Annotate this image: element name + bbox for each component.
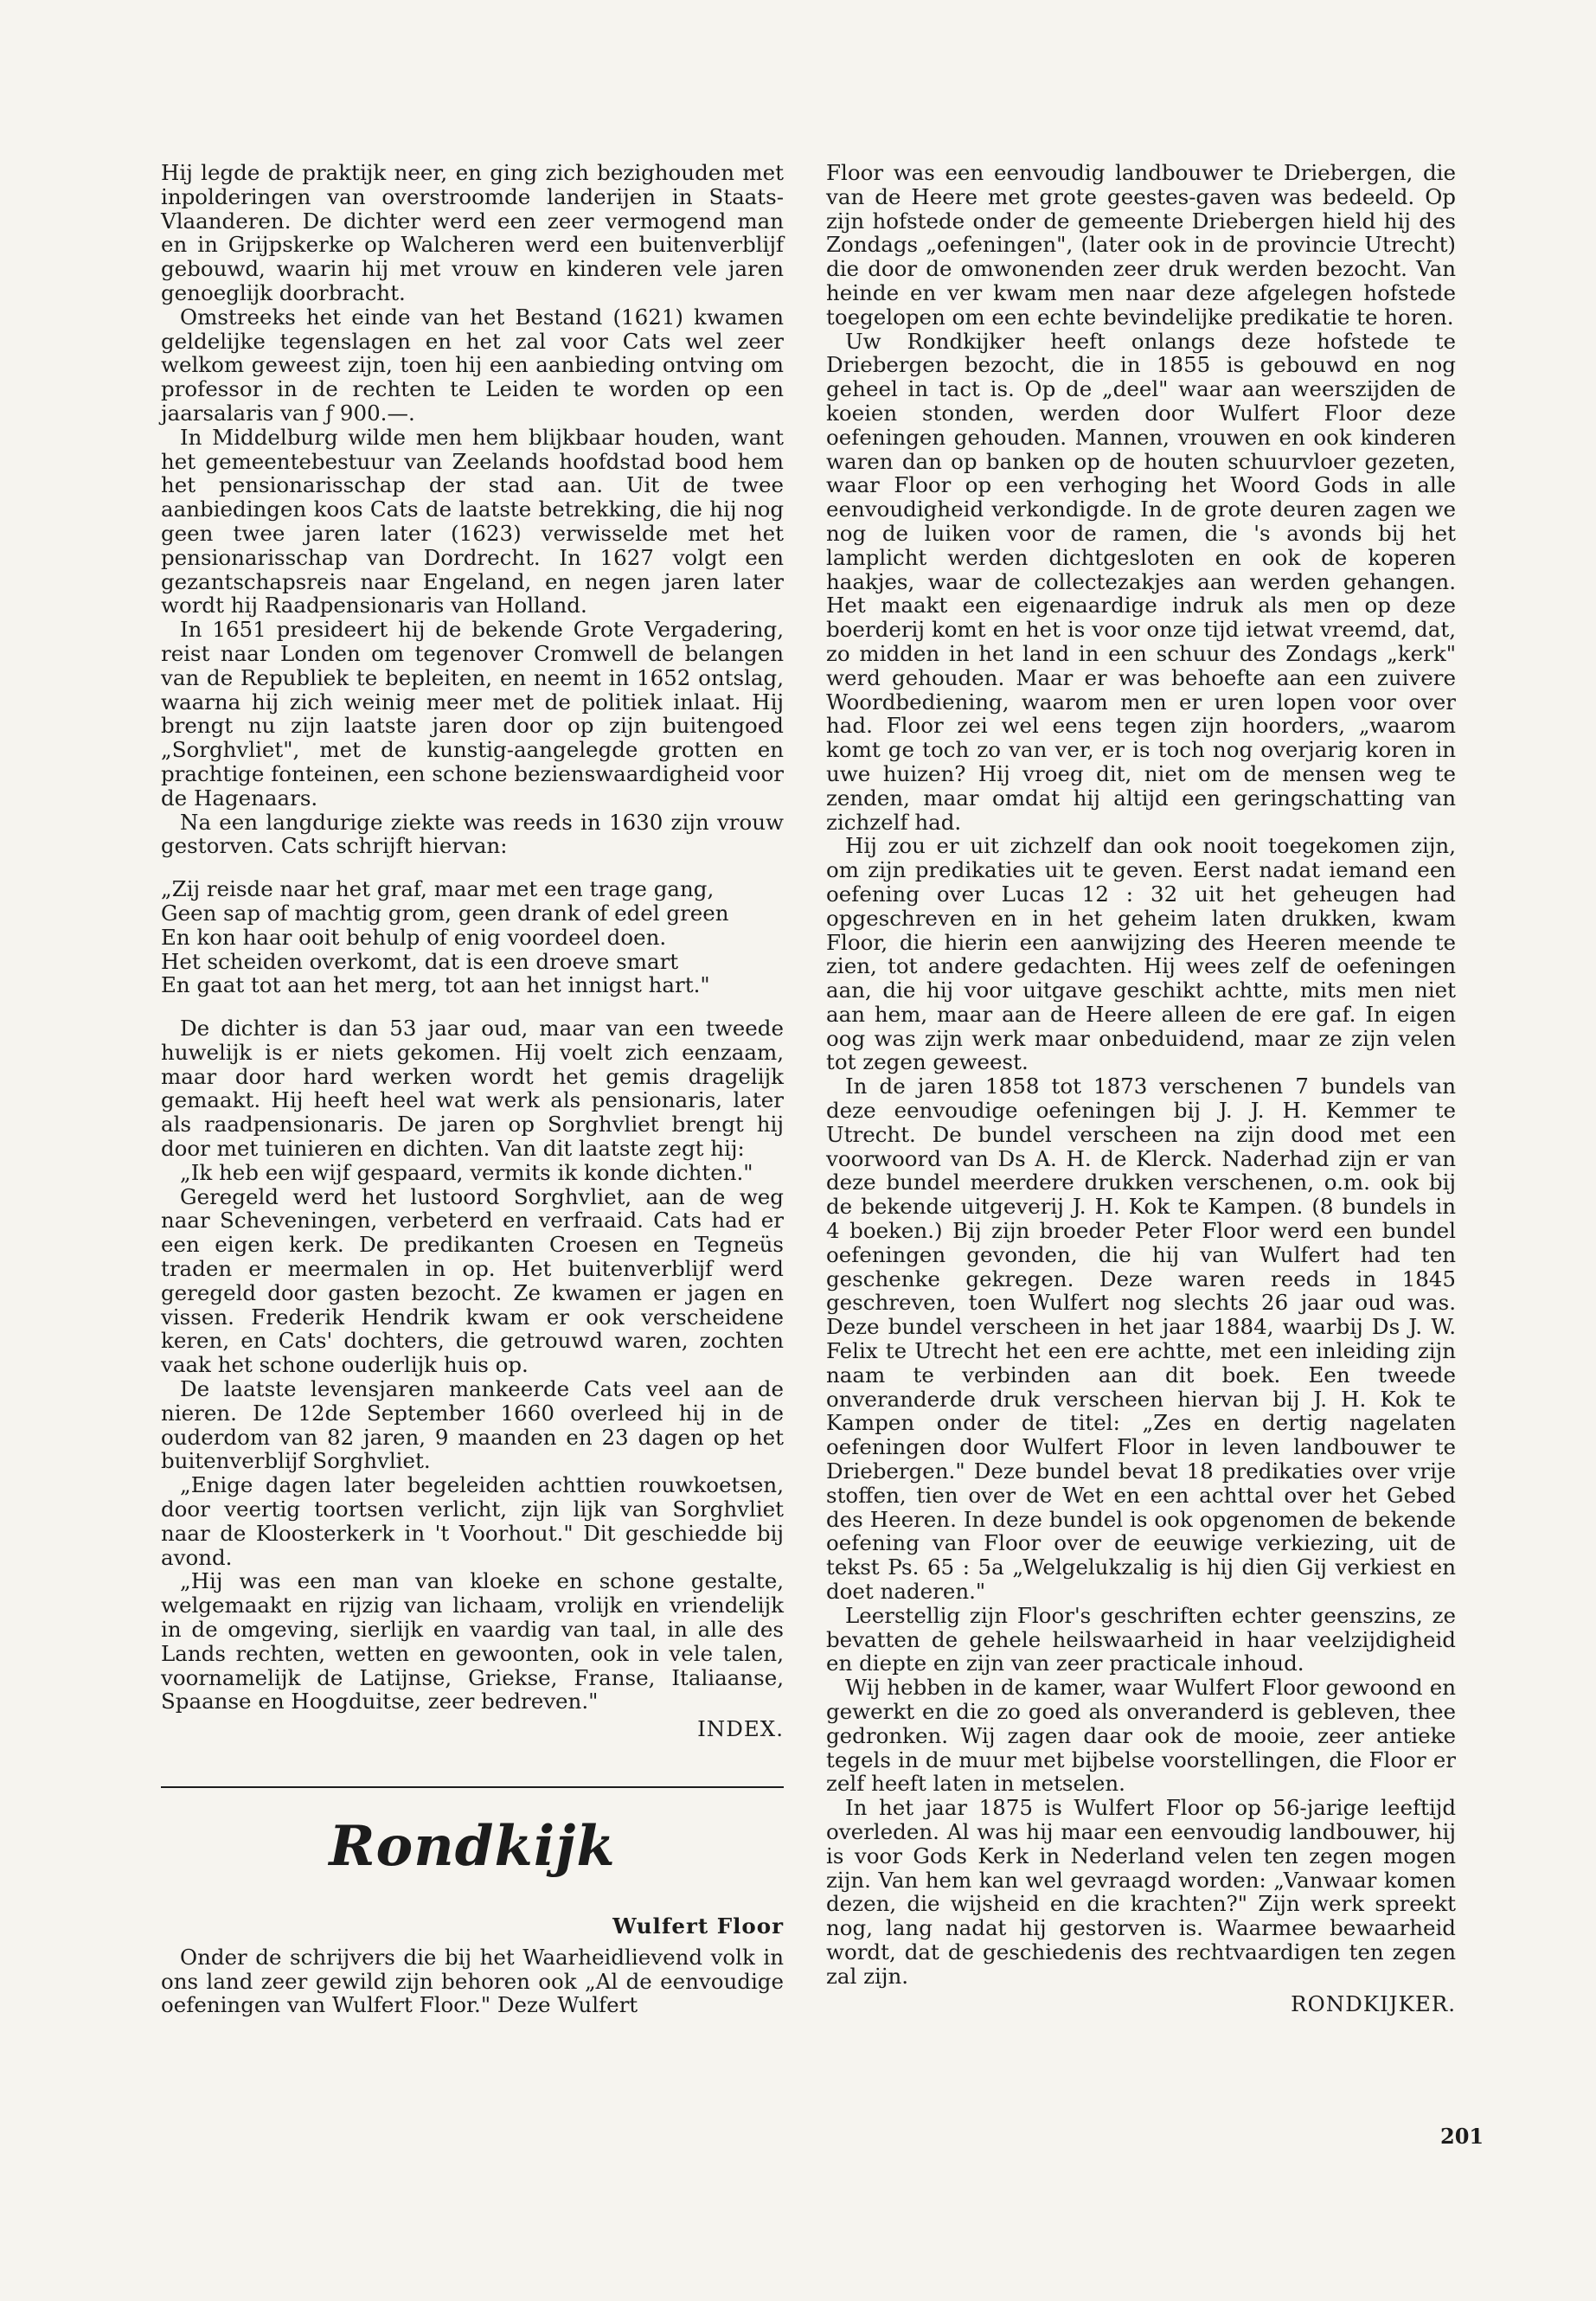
signature-index: INDEX. xyxy=(697,1716,784,1742)
paragraph: Hij zou er uit zichzelf dan ook nooit toegekomen zijn, om zijn predikaties uit te geven. Eerst nadat iemand een oefening over Lucas 12 : 32 uit het geheugen had opgeschreven en in het geheim laten drukken, kwam Floor, die hierin een aanwijzing des Heeren meende te zien, tot andere gedachten. Hij wees zelf de oefeningen aan, die hij voor uitgave geschikt achtte, mits men niet aan hem, maar aan de Heere alleen de ere gaf. In eigen oog was zijn werk maar onbeduidend, maar ze zijn velen tot zegen geweest. xyxy=(826,833,1456,1075)
paragraph: Omstreeks het einde van het Bestand (1621) kwamen geldelijke tegenslagen en het zal voor Cats wel zeer welkom geweest zijn, toen hij een aanbieding ontving om professor in de rechten te Leiden te worden op een jaarsalaris van ƒ 900.—. xyxy=(161,304,784,426)
quote-line: „Ik heb een wijf gespaard, vermits ik konde dichten." xyxy=(180,1159,753,1185)
section-heading: Rondkijk xyxy=(329,1814,616,1879)
poem-line: „Zij reisde naar het graf, maar met een trage gang, xyxy=(161,876,715,902)
paragraph: Onder de schrijvers die bij het Waarheidlievend volk in ons land zeer gewild zijn behoren ook „Al de eenvoudige oefeningen van Wulfert Floor." Deze Wulfert xyxy=(161,1944,784,2018)
signature-rondkijker: RONDKIJKER. xyxy=(1291,1990,1456,2016)
paragraph: Geregeld werd het lustoord Sorghvliet, aan de weg naar Scheveningen, verbeterd en verfraaid. Cats had er een eigen kerk. De predikanten Croesen en Tegneüs traden er meermalen in op. Het buitenverblijf werd geregeld door gasten bezocht. Ze kwamen er jagen en vissen. Frederik Hendrik kwam er ook verscheidene keren, en Cats' dochters, die getrouwd waren, zochten vaak het schone ouderlijk huis op. xyxy=(161,1183,784,1378)
paragraph: In het jaar 1875 is Wulfert Floor op 56-jarige leeftijd overleden. Al was hij maar een eenvoudig landbouwer, hij is voor Gods Kerk in Nederland velen ten zegen mogen zijn. Van hem kan wel gevraagd worden: „Vanwaar komen dezen, die wijsheid en die krachten?" Zijn werk spreekt nog, lang nadat hij gestorven is. Waarmee bewaarheid wordt, dat de geschiedenis des rechtvaardigen ten zegen zal zijn. xyxy=(826,1795,1456,1989)
poem-line: En gaat tot aan het merg, tot aan het innigst hart." xyxy=(161,972,710,998)
paragraph: In Middelburg wilde men hem blijkbaar houden, want het gemeentebestuur van Zeelands hoofdstad bood hem het pensionarisschap der stad aan. Uit de twee aanbiedingen koos Cats de laatste betrekking, die hij nog geen twee jaren later (1623) verwisselde met het pensionarisschap van Dordrecht. In 1627 volgt een gezantschapsreis naar Engeland, en negen jaren later wordt hij Raadpensionaris van Holland. xyxy=(161,424,784,619)
poem-line: En kon haar ooit behulp of enig voordeel doen. xyxy=(161,924,667,950)
paragraph: „Hij was een man van kloeke en schone gestalte, welgemaakt en rijzig van lichaam, vrolijk en vriendelijk in de omgeving, sierlijk en vaardig van taal, in alle des Lands rechten, wetten en gewoonten, ook in vele talen, voornamelijk de Latijnse, Griekse, Franse, Italiaanse, Spaanse en Hoogduitse, zeer bedreven." xyxy=(161,1568,784,1715)
paragraph: De laatste levensjaren mankeerde Cats veel aan de nieren. De 12de September 1660 overleed hij in de ouderdom van 82 jaren, 9 maanden en 23 dagen op het buitenverblijf Sorghvliet. xyxy=(161,1376,784,1474)
right-column xyxy=(826,161,1456,2016)
paragraph: Floor was een eenvoudig landbouwer te Driebergen, die van de Heere met grote geestes-gaven was bedeeld. Op zijn hofstede onder de gemeente Driebergen hield hij des Zondags „oefeningen", (later ook in de provincie Utrecht) die door de omwonenden zeer druk werden bezocht. Van heinde en ver kwam men naar deze afgelegen hofstede toegelopen om een echte bevindelijke predikatie te horen. xyxy=(826,160,1456,330)
poem-line: Geen sap of machtig grom, geen drank of edel green xyxy=(161,900,729,926)
section-divider xyxy=(161,1786,784,1788)
paragraph: Uw Rondkijker heeft onlangs deze hofstede te Driebergen bezocht, die in 1855 is gebouwd en nog geheel in tact is. Op de „deel" waar aan weerszijden de koeien stonden, werden door Wulfert Floor deze oefeningen gehouden. Mannen, vrouwen en ook kinderen waren dan op banken op de houten schuurvloer gezeten, waar Floor op een verhoging het Woord Gods in alle eenvoudigheid verkondigde. In de grote deuren zagen we nog de luiken voor de ramen, die 's avonds bij het lamplicht werden dichtgesloten en ook de koperen haakjes, waar de collectezakjes aan werden gehangen. Het maakt een eigenaardige indruk als men op deze boerderij komt en het is voor onze tijd ietwat vreemd, dat, zo midden in het land in een schuur des Zondags „kerk" werd gehouden. Maar er was behoefte aan een zuivere Woordbediening, waarom men er uren lopen voor over had. Floor zei wel eens tegen zijn hoorders, „waarom komt ge toch zo van ver, er is toch nog overjarig koren in uwe huizen? Hij vroeg dit, niet om de mensen weg te zenden, maar omdat hij altijd een geringschatting van zichzelf had. xyxy=(826,328,1456,835)
paragraph: In de jaren 1858 tot 1873 verschenen 7 bundels van deze eenvoudige oefeningen bij J. J. H. Kemmer te Utrecht. De bundel verscheen na zijn dood met een voorwoord van Ds A. H. de Klerck. Naderhad zijn er van deze bundel meerdere drukken verschenen, o.m. ook bij de bekende uitgeverij J. H. Kok te Kampen. (8 bundels in 4 boeken.) Bij zijn broeder Peter Floor werd een bundel oefeningen gevonden, die hij van Wulfert had ten geschenke gekregen. Deze waren reeds in 1845 geschreven, toen Wulfert nog slechts 26 jaar oud was. Deze bundel verscheen in het jaar 1884, waarbij Ds J. W. Felix te Utrecht het een ere achtte, met een inleiding zijn naam te verbinden aan dit boek. Een tweede onveranderde druk verscheen hiervan bij J. H. Kok te Kampen onder de titel: „Zes en dertig nagelaten oefeningen door Wulfert Floor in leven landbouwer te Driebergen." Deze bundel bevat 18 predikaties over vrije stoffen, tien over de Wet en een achttal over het Gebed des Heeren. In deze bundel is ook opgenomen de bekende oefening van Floor over de eeuwige verkiezing, uit de tekst Ps. 65 : 5a „Welgelukzalig is hij dien Gij verkiest en doet naderen." xyxy=(826,1074,1456,1605)
poem-line: Het scheiden overkomt, dat is een droeve smart xyxy=(161,948,679,974)
article-byline: Wulfert Floor xyxy=(612,1913,784,1939)
paragraph: Wij hebben in de kamer, waar Wulfert Floor gewoond en gewerkt en die zo goed als onveranderd is gebleven, thee gedronken. Wij zagen daar ook de mooie, zeer antieke tegels in de muur met bijbelse voorstellingen, die Floor er zelf heeft laten in metselen. xyxy=(826,1675,1456,1797)
paragraph: De dichter is dan 53 jaar oud, maar van een tweede huwelijk is er niets gekomen. Hij voelt zich eenzaam, maar door hard werken wordt het gemis dragelijk gemaakt. Hij heeft heel wat werk als pensionaris, later als raadpensionaris. De jaren op Sorghvliet brengt hij door met tuinieren en dichten. Van dit laatste zegt hij: xyxy=(161,1016,784,1162)
paragraph: In 1651 presideert hij de bekende Grote Vergadering, reist naar Londen om tegenover Cromwell de belangen van de Republiek te bepleiten, en neemt in 1652 ontslag, waarna hij zich weinig meer met de politiek inlaat. Hij brengt nu zijn laatste jaren door op zijn buitengoed „Sorghvliet", met de kunstig-aangelegde grotten en prachtige fonteinen, een schone bezienswaardigheid voor de Hagenaars. xyxy=(161,617,784,811)
left-column xyxy=(161,161,784,2017)
page-number: 201 xyxy=(1440,2124,1484,2149)
paragraph: Na een langdurige ziekte was reeds in 1630 zijn vrouw gestorven. Cats schrijft hiervan: xyxy=(161,809,784,859)
paragraph: Hij legde de praktijk neer, en ging zich bezighouden met inpolderingen van overstroomde landerijen in Staats-Vlaanderen. De dichter werd een zeer vermogend man en in Grijpskerke op Walcheren werd een buitenverblijf gebouwd, waarin hij met vrouw en kinderen vele jaren genoeglijk doorbracht. xyxy=(161,160,784,305)
poem-quote xyxy=(161,877,784,997)
paragraph: „Enige dagen later begeleiden achttien rouwkoetsen, door veertig toortsen verlicht, zijn lijk van Sorghvliet naar de Kloosterkerk in 't Voorhout." Dit geschiedde bij avond. xyxy=(161,1472,784,1570)
paragraph: Leerstellig zijn Floor's geschriften echter geenszins, ze bevatten de gehele heilswaarheid in haar veelzijdigheid en diepte en zijn van zeer practicale inhoud. xyxy=(826,1602,1456,1676)
